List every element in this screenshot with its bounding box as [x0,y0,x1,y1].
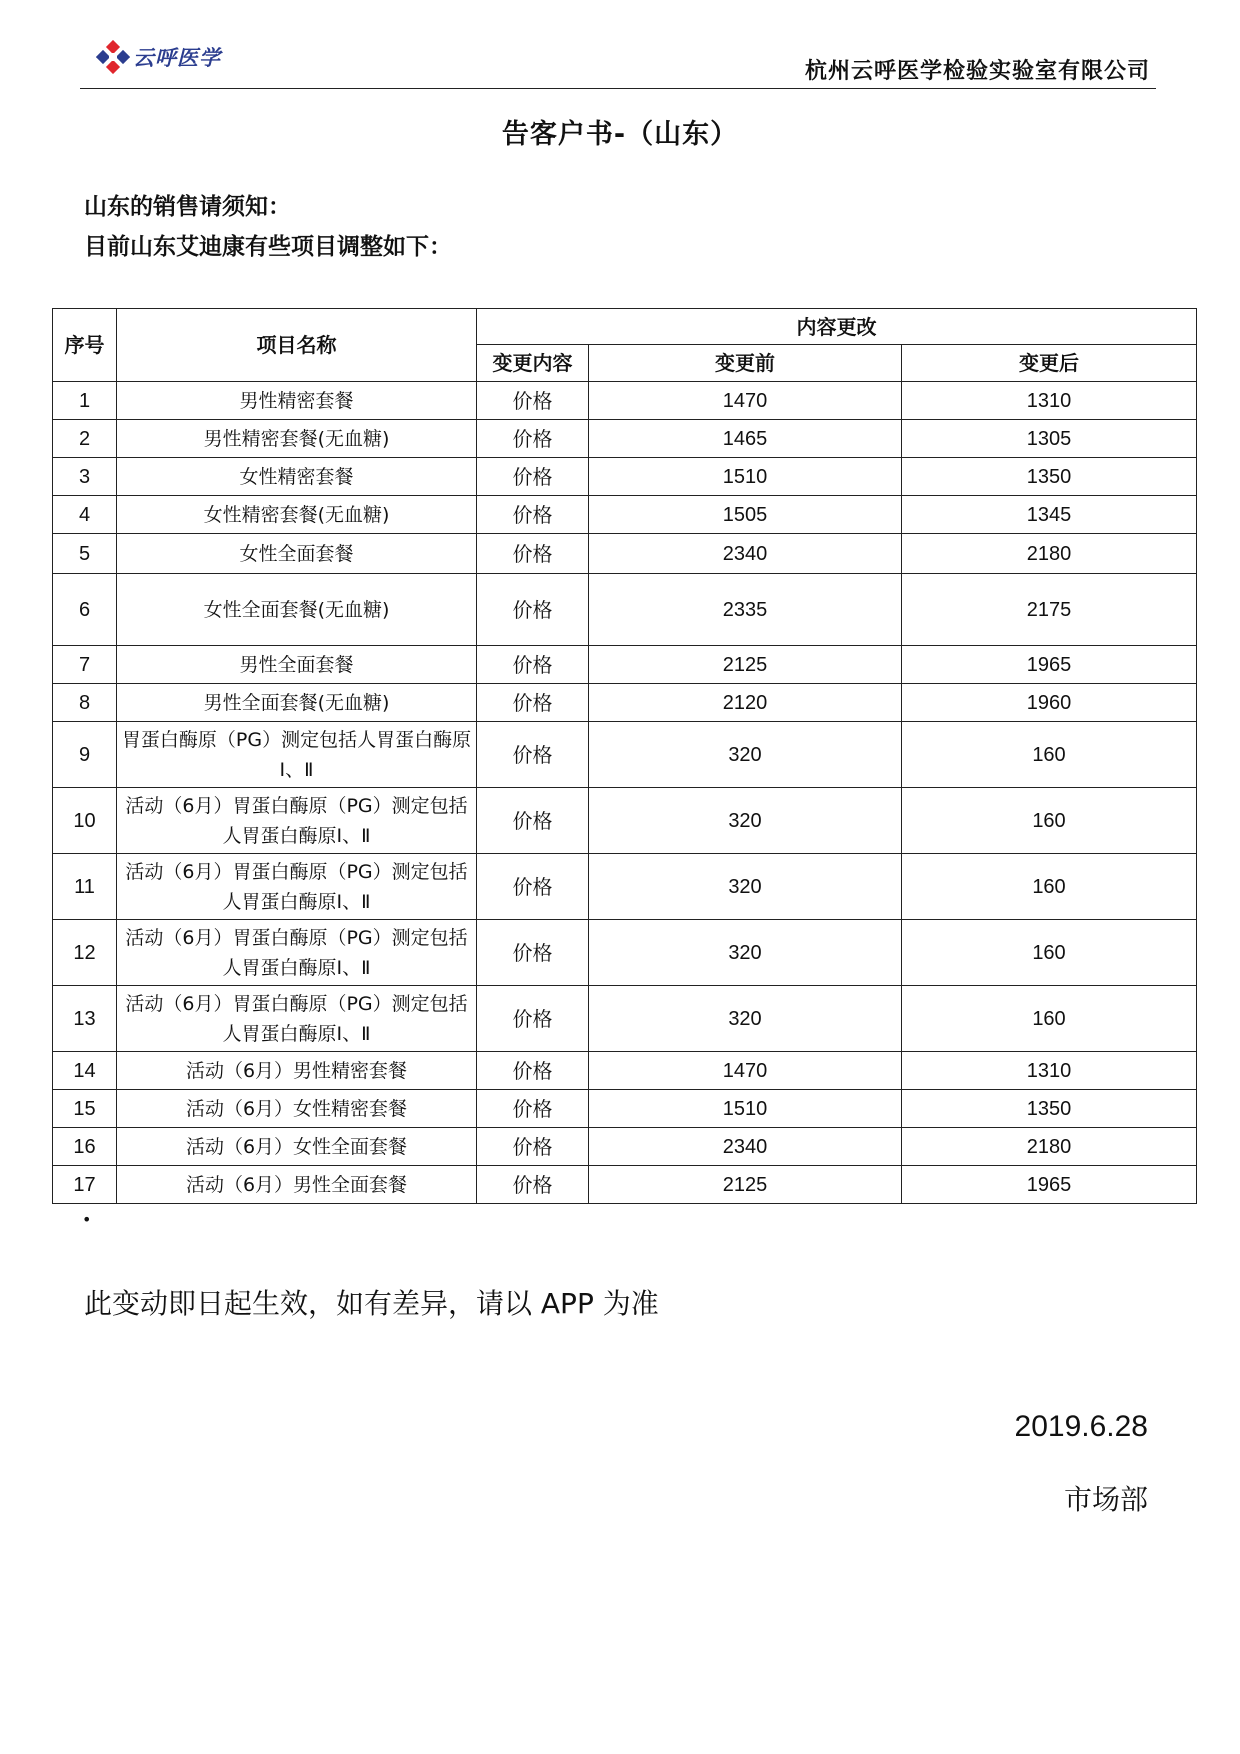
cell-before: 1470 [589,1052,902,1090]
page-title: 告客户书-（山东） [501,119,739,150]
cell-after: 1965 [902,1166,1197,1204]
cell-seq: 8 [53,684,117,722]
intro-line-1: 山东的销售请须知： [84,194,291,220]
company-logo [96,40,221,74]
cell-after: 1960 [902,684,1197,722]
cell-name: 活动（6月）胃蛋白酶原（PG）测定包括人胃蛋白酶原Ⅰ、Ⅱ [117,788,477,854]
table-row [53,496,1197,534]
cell-after: 1310 [902,382,1197,420]
cell-name: 男性全面套餐(无血糖) [117,684,477,722]
cell-before: 2125 [589,1166,902,1204]
cell-seq: 4 [53,496,117,534]
header-after: 变更后 [902,345,1197,382]
cell-before: 1470 [589,382,902,420]
cell-change: 价格 [477,646,589,684]
header-seq: 序号 [53,309,117,382]
cell-after: 1345 [902,496,1197,534]
table-row [53,854,1197,920]
cell-change: 价格 [477,1128,589,1166]
cell-after: 1305 [902,420,1197,458]
cell-after: 2180 [902,1128,1197,1166]
cell-seq: 1 [53,382,117,420]
cell-after: 1350 [902,458,1197,496]
cell-name: 活动（6月）胃蛋白酶原（PG）测定包括人胃蛋白酶原Ⅰ、Ⅱ [117,986,477,1052]
cell-change: 价格 [477,1090,589,1128]
cell-before: 1510 [589,458,902,496]
cell-name: 男性精密套餐(无血糖) [117,420,477,458]
header-change: 变更内容 [477,345,589,382]
table-row [53,1090,1197,1128]
cell-name: 活动（6月）女性精密套餐 [117,1090,477,1128]
table-body [53,382,1197,1204]
cell-seq: 12 [53,920,117,986]
cell-seq: 16 [53,1128,117,1166]
cell-name: 胃蛋白酶原（PG）测定包括人胃蛋白酶原Ⅰ、Ⅱ [117,722,477,788]
table-row [53,788,1197,854]
cell-before: 2335 [589,574,902,646]
cell-after: 160 [902,722,1197,788]
table-row [53,382,1197,420]
cell-name: 活动（6月）胃蛋白酶原（PG）测定包括人胃蛋白酶原Ⅰ、Ⅱ [117,854,477,920]
table-row [53,534,1197,574]
cell-change: 价格 [477,920,589,986]
cell-before: 2125 [589,646,902,684]
table-row [53,722,1197,788]
table-row [53,1166,1197,1204]
effective-notice: 此变动即日起生效，如有差异，请以 APP 为准 [84,1287,659,1320]
header-name: 项目名称 [117,309,477,382]
logo-cross-icon [96,40,130,74]
cell-after: 160 [902,986,1197,1052]
table-row [53,646,1197,684]
cell-before: 1510 [589,1090,902,1128]
table-row [53,574,1197,646]
cell-change: 价格 [477,382,589,420]
issue-date: 2019.6.28 [1014,1410,1148,1443]
cell-name: 活动（6月）女性全面套餐 [117,1128,477,1166]
cell-change: 价格 [477,534,589,574]
cell-after: 160 [902,854,1197,920]
cell-name: 女性全面套餐 [117,534,477,574]
cell-name: 女性精密套餐 [117,458,477,496]
cell-seq: 13 [53,986,117,1052]
cell-before: 2340 [589,1128,902,1166]
cell-before: 2120 [589,684,902,722]
cell-seq: 3 [53,458,117,496]
cell-seq: 5 [53,534,117,574]
cell-change: 价格 [477,574,589,646]
cell-change: 价格 [477,1166,589,1204]
table-row [53,986,1197,1052]
company-name: 杭州云呼医学检验实验室有限公司 [804,59,1150,84]
cell-seq: 6 [53,574,117,646]
price-change-table [52,308,1197,1204]
cell-change: 价格 [477,420,589,458]
cell-after: 1310 [902,1052,1197,1090]
cell-before: 1505 [589,496,902,534]
cell-name: 女性精密套餐(无血糖) [117,496,477,534]
cell-change: 价格 [477,496,589,534]
table-row [53,1128,1197,1166]
cell-seq: 2 [53,420,117,458]
cell-after: 1965 [902,646,1197,684]
cell-seq: 7 [53,646,117,684]
cell-change: 价格 [477,458,589,496]
cell-change: 价格 [477,986,589,1052]
cell-before: 2340 [589,534,902,574]
cell-change: 价格 [477,722,589,788]
cell-change: 价格 [477,788,589,854]
cell-change: 价格 [477,854,589,920]
table-row [53,458,1197,496]
table-row [53,684,1197,722]
cell-seq: 17 [53,1166,117,1204]
cell-seq: 10 [53,788,117,854]
cell-before: 320 [589,722,902,788]
intro-line-2: 目前山东艾迪康有些项目调整如下： [84,234,452,260]
cell-after: 160 [902,788,1197,854]
table-row [53,1052,1197,1090]
cell-name: 活动（6月）男性精密套餐 [117,1052,477,1090]
issuing-department: 市场部 [1063,1483,1148,1516]
cell-after: 160 [902,920,1197,986]
cell-change: 价格 [477,1052,589,1090]
cell-before: 320 [589,986,902,1052]
cell-before: 320 [589,920,902,986]
bullet-mark: • [82,1210,92,1229]
table-row [53,920,1197,986]
page-header [80,38,1156,89]
cell-name: 女性全面套餐(无血糖) [117,574,477,646]
cell-before: 320 [589,854,902,920]
cell-before: 1465 [589,420,902,458]
cell-after: 2175 [902,574,1197,646]
cell-seq: 11 [53,854,117,920]
cell-seq: 14 [53,1052,117,1090]
header-before: 变更前 [589,345,902,382]
cell-after: 2180 [902,534,1197,574]
header-group: 内容更改 [477,309,1197,345]
cell-before: 320 [589,788,902,854]
cell-change: 价格 [477,684,589,722]
cell-name: 男性精密套餐 [117,382,477,420]
table-row [53,420,1197,458]
cell-seq: 9 [53,722,117,788]
cell-name: 男性全面套餐 [117,646,477,684]
cell-name: 活动（6月）胃蛋白酶原（PG）测定包括人胃蛋白酶原Ⅰ、Ⅱ [117,920,477,986]
cell-name: 活动（6月）男性全面套餐 [117,1166,477,1204]
cell-after: 1350 [902,1090,1197,1128]
logo-text: 云呼医学 [133,46,221,70]
cell-seq: 15 [53,1090,117,1128]
